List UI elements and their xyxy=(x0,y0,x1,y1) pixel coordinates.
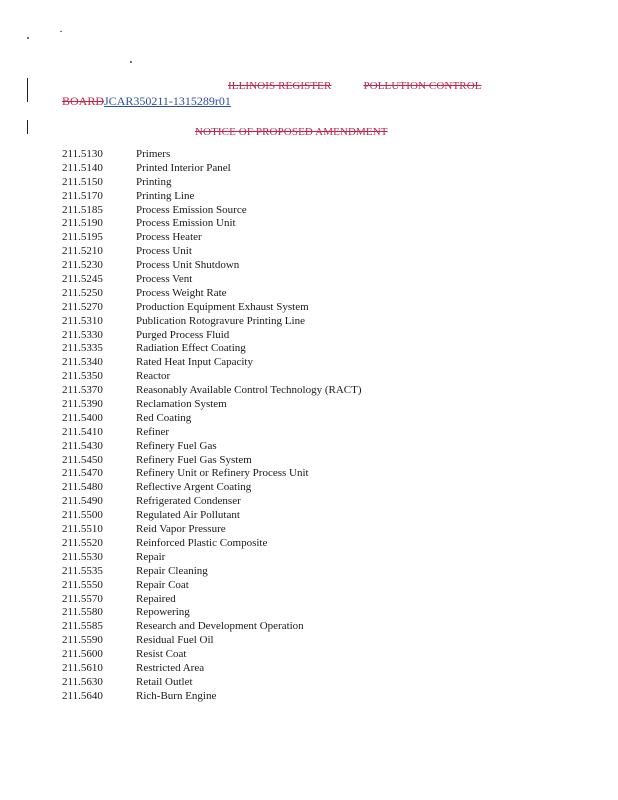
section-number: 211.5335 xyxy=(62,342,103,355)
scan-speck xyxy=(130,61,132,63)
section-number: 211.5610 xyxy=(62,661,103,674)
defined-term: Printed Interior Panel xyxy=(136,161,231,174)
section-number: 211.5210 xyxy=(62,245,103,258)
definition-row xyxy=(62,204,362,218)
notice-header xyxy=(195,122,388,140)
defined-term: Repair Coat xyxy=(136,578,189,591)
defined-term: Red Coating xyxy=(136,411,192,424)
definition-row xyxy=(62,690,362,704)
definition-row xyxy=(62,259,362,273)
scan-speck xyxy=(60,31,62,32)
defined-term: Process Heater xyxy=(136,231,202,244)
definition-row xyxy=(62,426,362,440)
definition-row xyxy=(62,440,362,454)
section-number: 211.5550 xyxy=(62,578,103,591)
defined-term: Rated Heat Input Capacity xyxy=(136,356,253,369)
section-number: 211.5130 xyxy=(62,148,103,160)
change-bar xyxy=(27,120,28,134)
section-number: 211.5600 xyxy=(62,648,103,661)
board-name: POLLUTION CONTROL xyxy=(363,80,482,92)
section-number: 211.5330 xyxy=(62,328,103,341)
definition-row xyxy=(62,384,362,398)
section-number: 211.5535 xyxy=(62,564,103,577)
definition-row xyxy=(62,301,362,315)
defined-term: Production Equipment Exhaust System xyxy=(136,300,309,313)
defined-term: Refinery Fuel Gas System xyxy=(136,453,252,466)
section-number: 211.5270 xyxy=(62,300,103,313)
defined-term: Resist Coat xyxy=(136,648,187,661)
section-number: 211.5170 xyxy=(62,189,103,202)
section-number: 211.5570 xyxy=(62,592,103,605)
definition-row xyxy=(62,176,362,190)
definition-row xyxy=(62,593,362,607)
definition-row xyxy=(62,148,362,162)
defined-term: Refinery Fuel Gas xyxy=(136,439,217,452)
defined-term: Reid Vapor Pressure xyxy=(136,523,226,536)
defined-term: Process Vent xyxy=(136,273,193,286)
definition-row xyxy=(62,537,362,551)
section-number: 211.5450 xyxy=(62,453,103,466)
jcar-code: JCAR350211-1315289r01 xyxy=(104,94,231,108)
notice-title: NOTICE OF PROPOSED AMENDMENT xyxy=(195,126,388,138)
section-number: 211.5370 xyxy=(62,384,103,397)
definition-row xyxy=(62,412,362,426)
section-number: 211.5430 xyxy=(62,439,103,452)
defined-term: Retail Outlet xyxy=(136,675,193,688)
definition-row xyxy=(62,454,362,468)
definition-row xyxy=(62,273,362,287)
section-number: 211.5190 xyxy=(62,217,103,230)
defined-term: Repair Cleaning xyxy=(136,564,208,577)
section-number: 211.5590 xyxy=(62,634,103,647)
definition-row xyxy=(62,634,362,648)
board-continuation: BOARD xyxy=(62,94,105,108)
section-number: 211.5580 xyxy=(62,606,103,619)
defined-term: Radiation Effect Coating xyxy=(136,342,246,355)
defined-term: Purged Process Fluid xyxy=(136,328,230,341)
definition-row xyxy=(62,523,362,537)
register-title: ILLINOIS REGISTER xyxy=(228,80,332,92)
register-header xyxy=(228,80,482,92)
defined-term: Restricted Area xyxy=(136,661,205,674)
section-number: 211.5500 xyxy=(62,509,103,522)
definition-row xyxy=(62,662,362,676)
defined-term: Refrigerated Condenser xyxy=(136,495,241,508)
definition-row xyxy=(62,579,362,593)
section-number: 211.5470 xyxy=(62,467,103,480)
section-number: 211.5640 xyxy=(62,689,103,702)
definition-row xyxy=(62,231,362,245)
definition-row xyxy=(62,329,362,343)
section-number: 211.5510 xyxy=(62,523,103,536)
section-number: 211.5410 xyxy=(62,425,103,438)
defined-term: Repair xyxy=(136,550,166,563)
definition-row xyxy=(62,565,362,579)
definition-row xyxy=(62,342,362,356)
definition-row xyxy=(62,356,362,370)
defined-term: Process Emission Source xyxy=(136,203,247,216)
section-number: 211.5530 xyxy=(62,550,103,563)
section-number: 211.5185 xyxy=(62,203,103,216)
section-number: 211.5250 xyxy=(62,286,103,299)
defined-term: Process Weight Rate xyxy=(136,286,227,299)
defined-term: Primers xyxy=(136,148,171,160)
definition-row xyxy=(62,481,362,495)
definition-row xyxy=(62,315,362,329)
section-number: 211.5150 xyxy=(62,175,103,188)
defined-term: Publication Rotogravure Printing Line xyxy=(136,314,305,327)
defined-term: Refinery Unit or Refinery Process Unit xyxy=(136,467,309,480)
section-number: 211.5340 xyxy=(62,356,103,369)
section-number: 211.5350 xyxy=(62,370,103,383)
definition-row xyxy=(62,509,362,523)
definition-row xyxy=(62,551,362,565)
section-number: 211.5140 xyxy=(62,161,103,174)
section-number: 211.5630 xyxy=(62,675,103,688)
defined-term: Repaired xyxy=(136,592,176,605)
defined-term: Repowering xyxy=(136,606,190,619)
section-number: 211.5400 xyxy=(62,411,103,424)
defined-term: Process Unit xyxy=(136,245,192,258)
defined-term: Reclamation System xyxy=(136,398,227,411)
scan-speck xyxy=(27,37,29,39)
defined-term: Process Unit Shutdown xyxy=(136,259,240,272)
section-number: 211.5230 xyxy=(62,259,103,272)
defined-term: Research and Development Operation xyxy=(136,620,304,633)
definition-row xyxy=(62,370,362,384)
definition-row xyxy=(62,245,362,259)
definitions-list xyxy=(62,148,362,704)
section-number: 211.5480 xyxy=(62,481,103,494)
definition-row xyxy=(62,620,362,634)
board-jcar-line xyxy=(62,94,231,109)
defined-term: Printing Line xyxy=(136,189,195,202)
section-number: 211.5520 xyxy=(62,536,103,549)
definition-row xyxy=(62,676,362,690)
defined-term: Reasonably Available Control Technology (RACT) xyxy=(136,384,362,397)
definition-row xyxy=(62,398,362,412)
section-number: 211.5390 xyxy=(62,398,103,411)
definition-row xyxy=(62,287,362,301)
section-number: 211.5310 xyxy=(62,314,103,327)
defined-term: Printing xyxy=(136,175,172,188)
defined-term: Rich-Burn Engine xyxy=(136,689,217,702)
section-number: 211.5195 xyxy=(62,231,103,244)
defined-term: Reactor xyxy=(136,370,171,383)
definition-row xyxy=(62,495,362,509)
definition-row xyxy=(62,606,362,620)
change-bar xyxy=(27,78,28,102)
definition-row xyxy=(62,648,362,662)
defined-term: Reflective Argent Coating xyxy=(136,481,252,494)
defined-term: Reinforced Plastic Composite xyxy=(136,536,268,549)
definition-row xyxy=(62,162,362,176)
definition-row xyxy=(62,467,362,481)
section-number: 211.5585 xyxy=(62,620,103,633)
section-number: 211.5490 xyxy=(62,495,103,508)
defined-term: Process Emission Unit xyxy=(136,217,236,230)
defined-term: Regulated Air Pollutant xyxy=(136,509,240,522)
defined-term: Residual Fuel Oil xyxy=(136,634,214,647)
section-number: 211.5245 xyxy=(62,273,103,286)
defined-term: Refiner xyxy=(136,425,169,438)
definition-row xyxy=(62,190,362,204)
definition-row xyxy=(62,217,362,231)
